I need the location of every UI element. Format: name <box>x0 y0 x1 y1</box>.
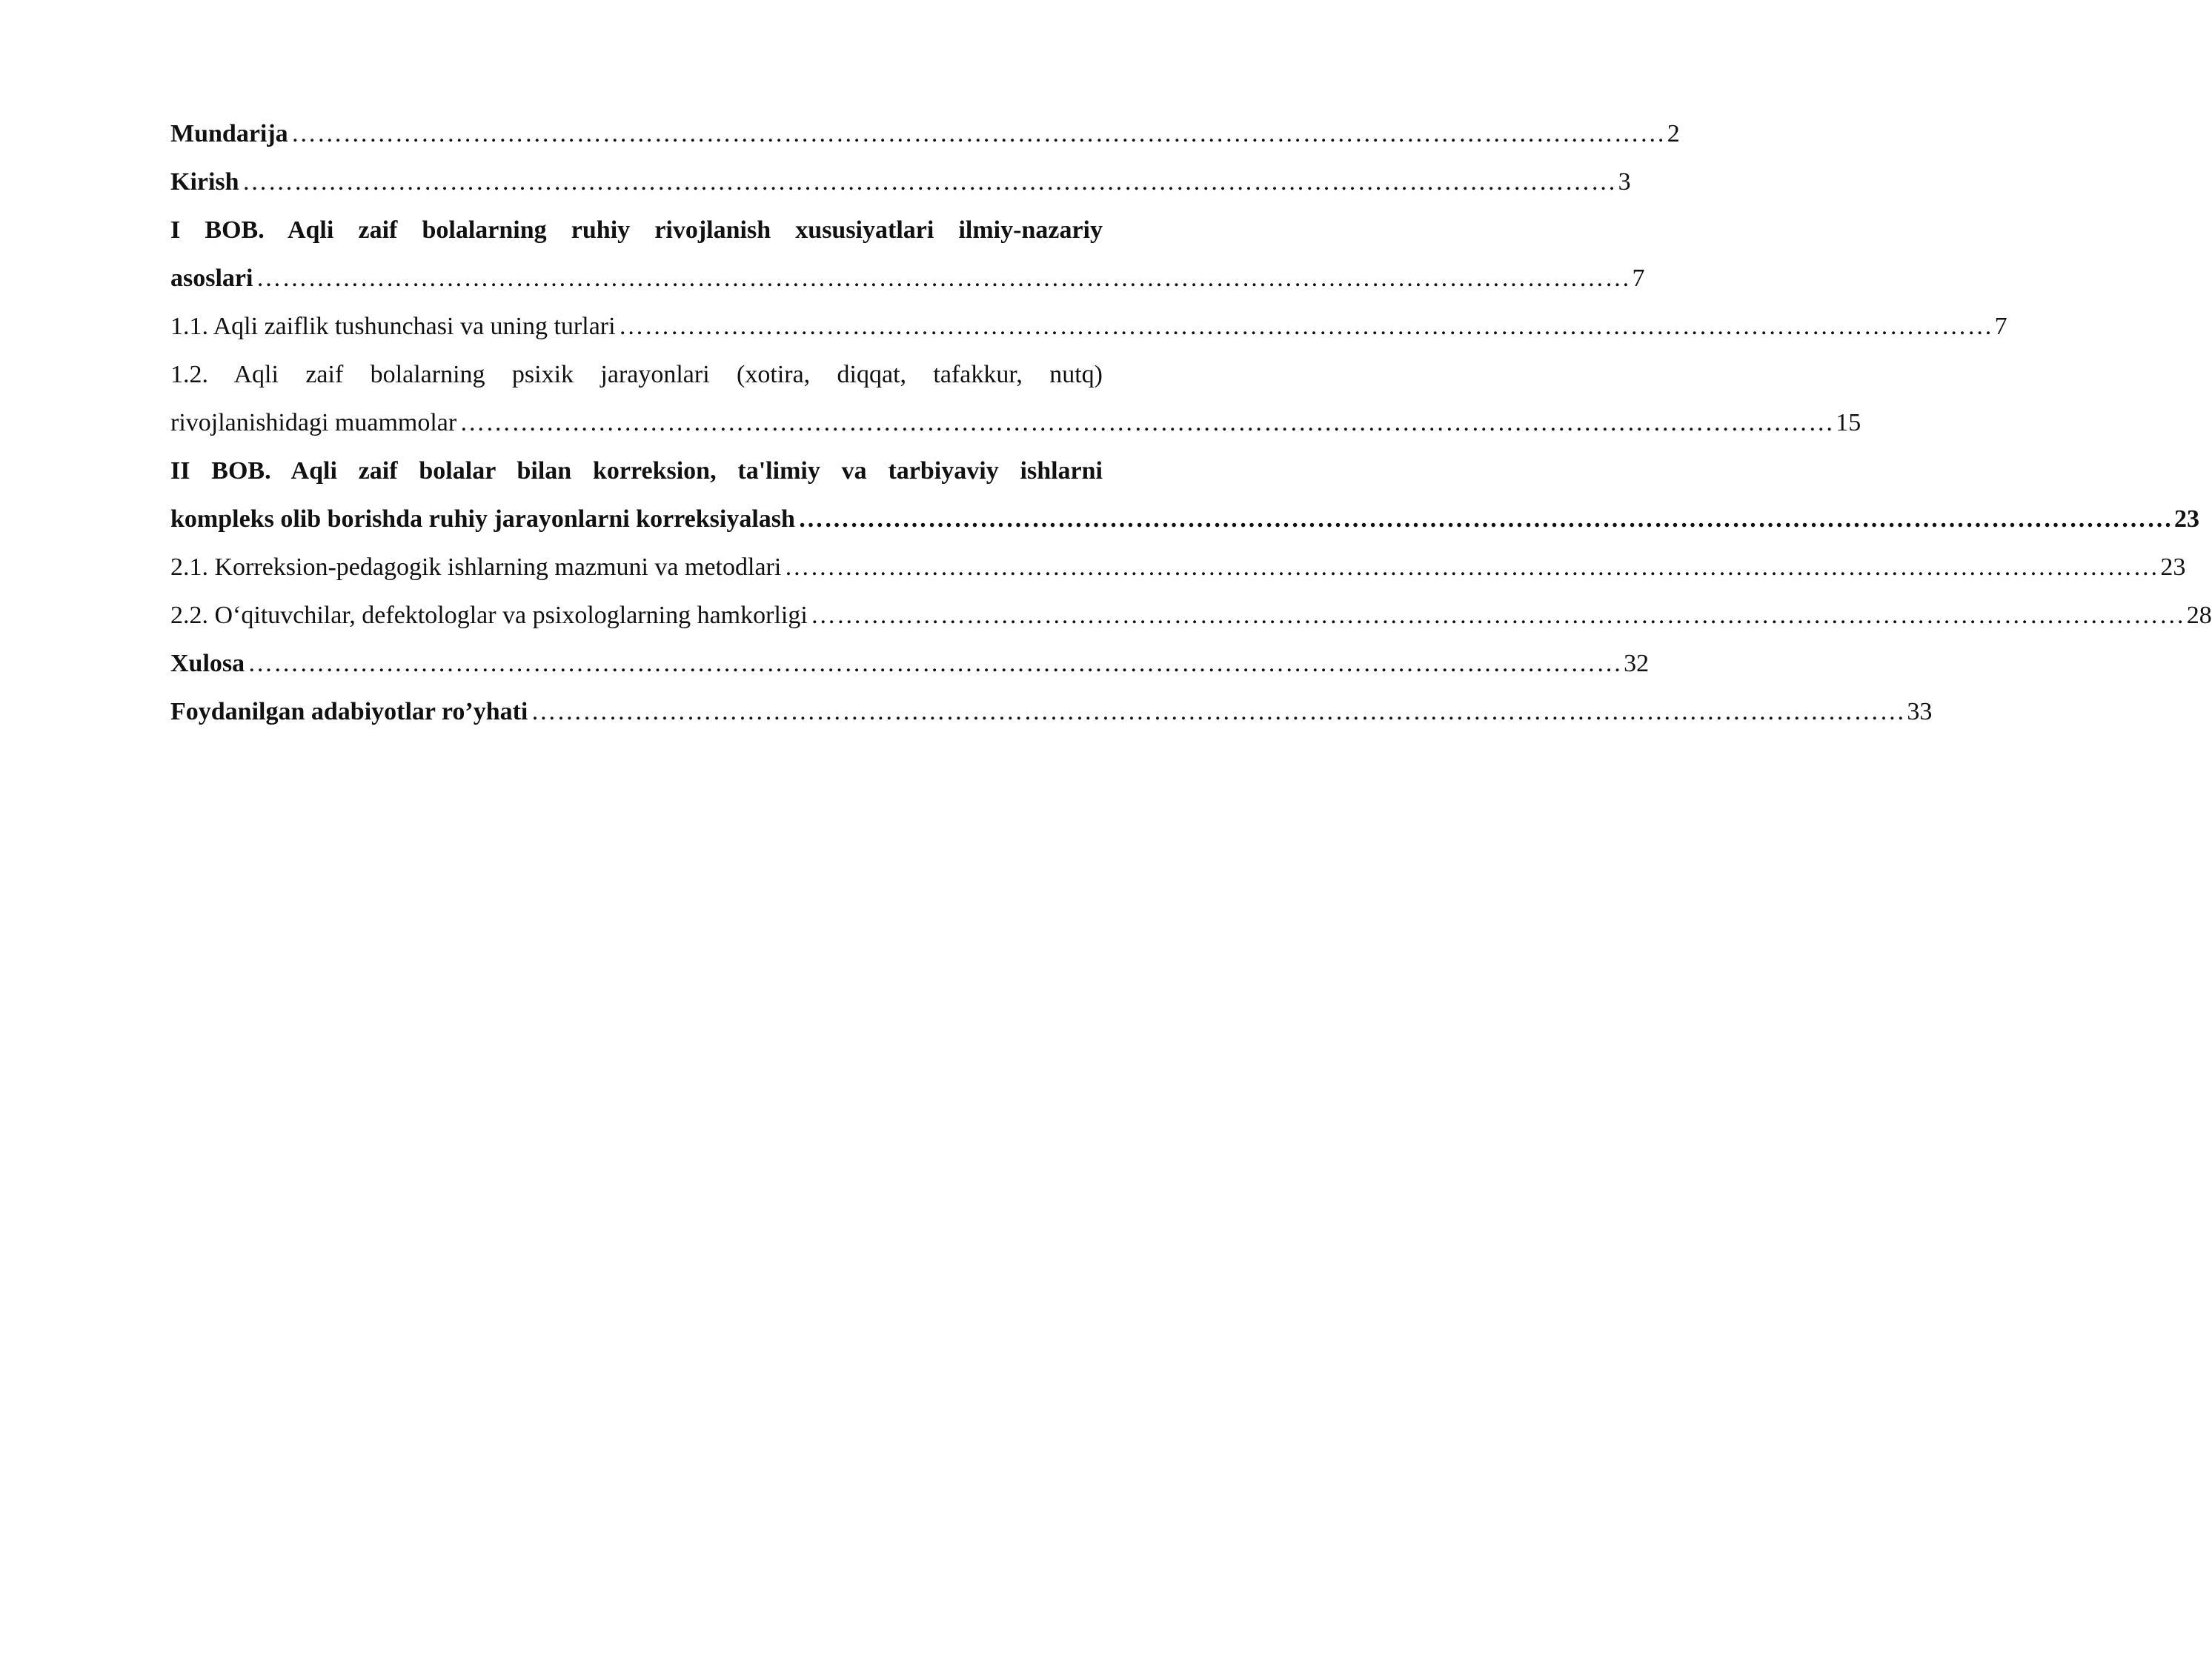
dot-leader: …………………………………………………………………………………………………………………………………………… <box>248 650 1623 677</box>
dot-leader: …………………………………………………………………………………………………………………………………………… <box>256 265 1631 292</box>
dot-leader: …………………………………………………………………………………………………………………………………………… <box>797 505 2173 533</box>
toc-entry-title: 2.2. O‘qituvchilar, defektologlar va psixologlarning hamkorligi <box>170 602 808 629</box>
toc-chapter-1-line-1: I BOB. Aqli zaif bolalarning ruhiy rivojlanish xususiyatlari ilmiy-nazariy <box>170 216 1103 244</box>
toc-entry-title: kompleks olib borishda ruhiy jarayonlarni korreksiyalash <box>170 505 795 533</box>
toc-page-number: 7 <box>1632 265 1645 292</box>
dot-leader: …………………………………………………………………………………………………………………………………………… <box>459 409 1835 436</box>
toc-entry-mundarija <box>170 110 1680 158</box>
toc-page-number: 28 <box>2186 602 2212 629</box>
toc-page-number: 3 <box>1618 168 1631 196</box>
toc-entry-section-1-1 <box>170 302 2007 350</box>
dot-leader: …………………………………………………………………………………………………………………………………………… <box>784 553 2159 581</box>
toc-entry-xulosa <box>170 639 1650 688</box>
toc-section-1-2-line-1: 1.2. Aqli zaif bolalarning psixik jarayonlari (xotira, diqqat, tafakkur, nutq) <box>170 361 1103 388</box>
toc-entry-section-1-2 <box>170 399 1861 447</box>
toc-entry-title: asoslari <box>170 265 253 292</box>
dot-leader: …………………………………………………………………………………………………………………………………………… <box>531 698 1906 725</box>
toc-page-number: 7 <box>1994 313 2007 340</box>
toc-entry-title: rivojlanishidagi muammolar <box>170 409 457 436</box>
toc-page-number: 33 <box>1907 698 1933 725</box>
dot-leader: …………………………………………………………………………………………………………………………………………… <box>290 120 1666 147</box>
toc-page-number: 23 <box>2173 505 2199 533</box>
toc-entry-title: Kirish <box>170 168 239 196</box>
toc-chapter-2-line-1: II BOB. Aqli zaif bolalar bilan korreksion, ta'limiy va tarbiyaviy ishlarni <box>170 457 1103 485</box>
toc-entry-title: Foydanilgan adabiyotlar ro’yhati <box>170 698 528 725</box>
toc-entry-title: Mundarija <box>170 120 288 147</box>
toc-page-number: 2 <box>1667 120 1680 147</box>
toc-entry-references <box>170 688 1933 736</box>
toc-entry-title: Xulosa <box>170 650 245 677</box>
toc-entry-chapter-2 <box>170 495 2199 543</box>
toc-page-number: 23 <box>2160 553 2186 581</box>
dot-leader: …………………………………………………………………………………………………………………………………………… <box>618 313 1993 340</box>
dot-leader: …………………………………………………………………………………………………………………………………………… <box>242 168 1617 196</box>
toc-entry-chapter-1 <box>170 254 1645 302</box>
toc-entry-section-2-1 <box>170 543 2186 591</box>
toc-entry-title: 2.1. Korreksion-pedagogik ishlarning mazmuni va metodlari <box>170 553 782 581</box>
toc-entry-kirish <box>170 158 1631 206</box>
toc-entry-title: 1.1. Aqli zaiflik tushunchasi va uning turlari <box>170 313 616 340</box>
table-of-contents <box>170 110 2212 736</box>
toc-page-number: 32 <box>1624 650 1650 677</box>
toc-entry-section-2-2 <box>170 591 2212 639</box>
toc-page-number: 15 <box>1836 409 1861 436</box>
dot-leader: …………………………………………………………………………………………………………………………………………… <box>810 602 2185 629</box>
